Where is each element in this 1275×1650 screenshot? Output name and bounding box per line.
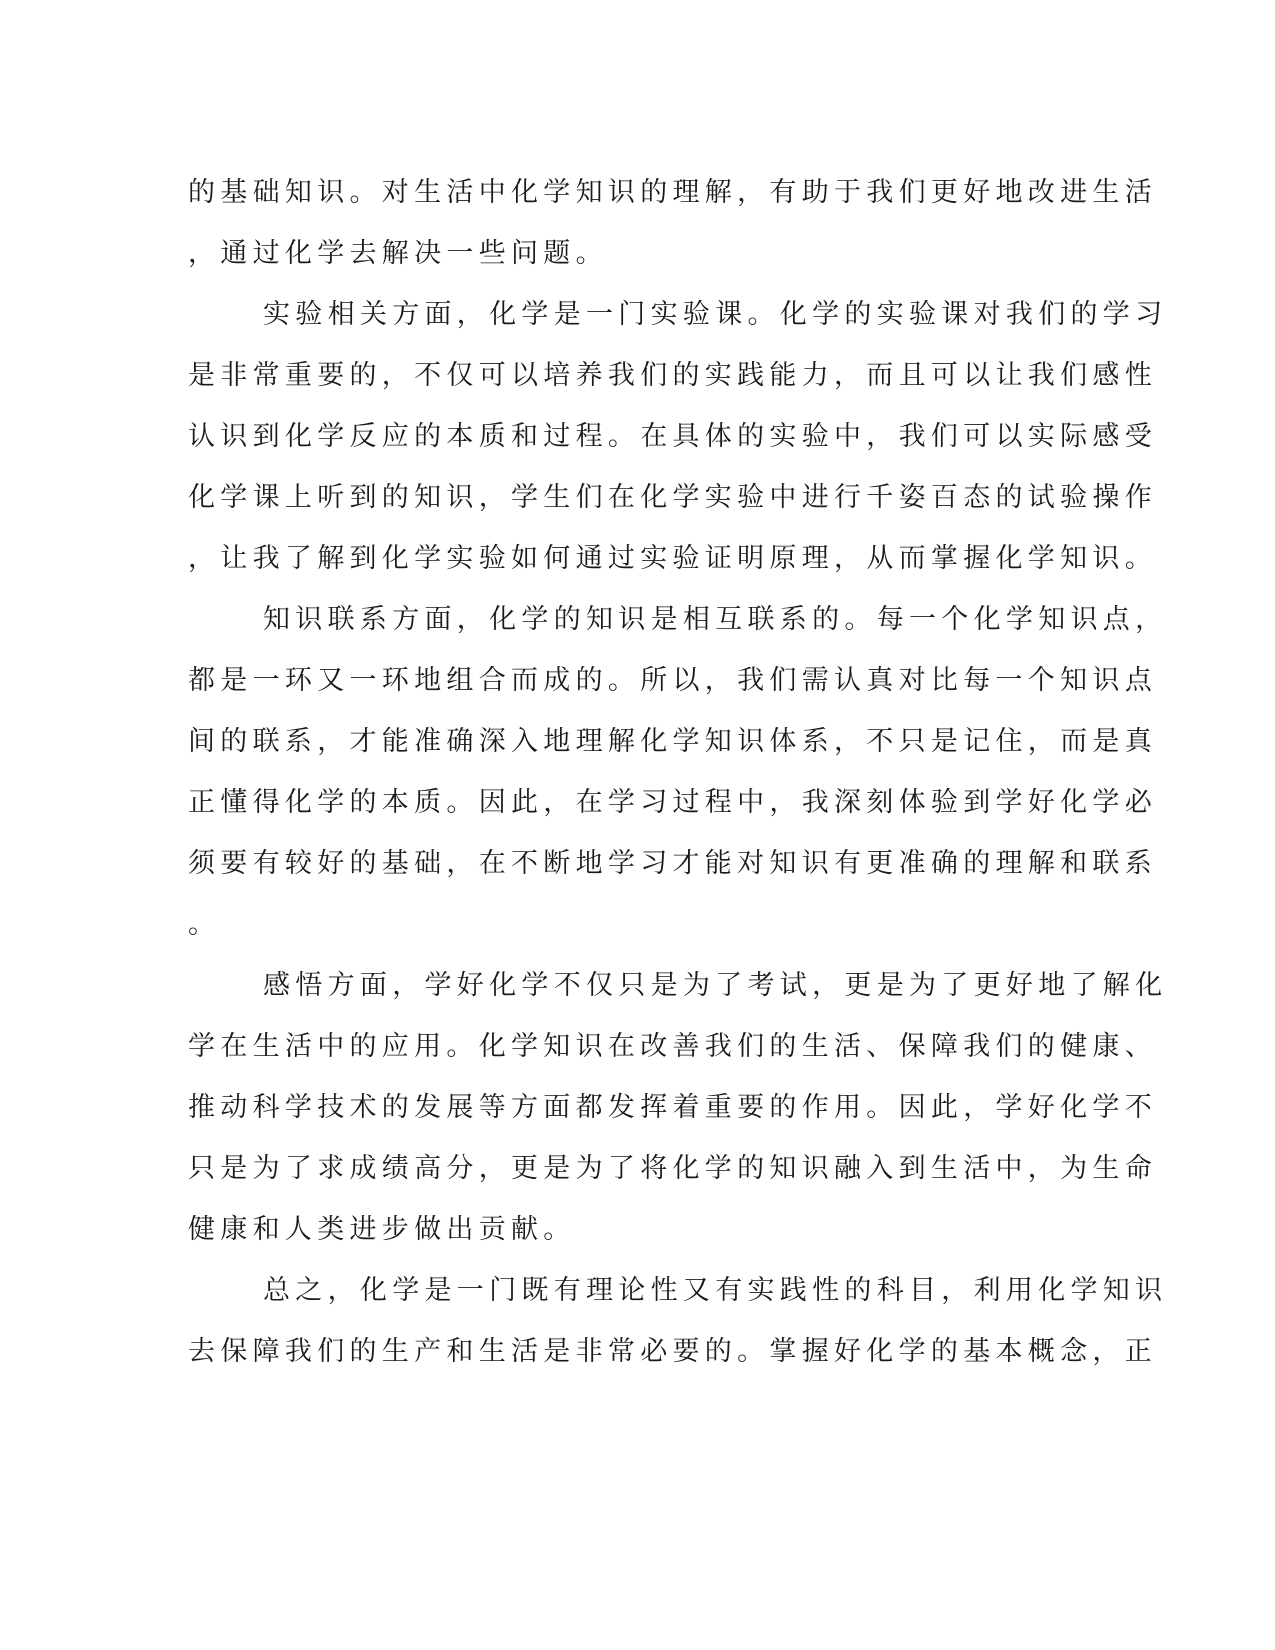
text-line: 。 bbox=[188, 909, 221, 940]
text-line: 学在生活中的应用。化学知识在改善我们的生活、保障我们的健康、 bbox=[188, 1031, 1157, 1062]
text-line: 正懂得化学的本质。因此，在学习过程中，我深刻体验到学好化学必 bbox=[188, 787, 1157, 818]
text-line: 须要有较好的基础，在不断地学习才能对知识有更准确的理解和联系 bbox=[188, 848, 1157, 879]
text-line: 只是为了求成绩高分，更是为了将化学的知识融入到生活中，为生命 bbox=[188, 1153, 1157, 1184]
text-line: 是非常重要的，不仅可以培养我们的实践能力，而且可以让我们感性 bbox=[188, 360, 1157, 391]
text-line: 的基础知识。对生活中化学知识的理解，有助于我们更好地改进生活 bbox=[188, 177, 1157, 208]
document-body bbox=[188, 162, 1168, 1382]
text-line: 推动科学技术的发展等方面都发挥着重要的作用。因此，学好化学不 bbox=[188, 1092, 1157, 1123]
paragraph-start-line: 实验相关方面，化学是一门实验课。化学的实验课对我们的学习 bbox=[263, 299, 1168, 330]
text-line: 间的联系，才能准确深入地理解化学知识体系，不只是记住，而是真 bbox=[188, 726, 1157, 757]
text-line: 健康和人类进步做出贡献。 bbox=[188, 1214, 576, 1245]
text-line: 认识到化学反应的本质和过程。在具体的实验中，我们可以实际感受 bbox=[188, 421, 1157, 452]
paragraph-start-line: 总之，化学是一门既有理论性又有实践性的科目，利用化学知识 bbox=[263, 1275, 1168, 1306]
text-line: 都是一环又一环地组合而成的。所以，我们需认真对比每一个知识点 bbox=[188, 665, 1157, 696]
paragraph-start-line: 知识联系方面，化学的知识是相互联系的。每一个化学知识点， bbox=[263, 604, 1168, 635]
text-line: ，通过化学去解决一些问题。 bbox=[188, 238, 608, 269]
paragraph-start-line: 感悟方面，学好化学不仅只是为了考试，更是为了更好地了解化 bbox=[263, 970, 1168, 1001]
text-line: 化学课上听到的知识，学生们在化学实验中进行千姿百态的试验操作 bbox=[188, 482, 1157, 513]
text-line: ，让我了解到化学实验如何通过实验证明原理，从而掌握化学知识。 bbox=[188, 543, 1157, 574]
text-line: 去保障我们的生产和生活是非常必要的。掌握好化学的基本概念，正 bbox=[188, 1336, 1157, 1367]
